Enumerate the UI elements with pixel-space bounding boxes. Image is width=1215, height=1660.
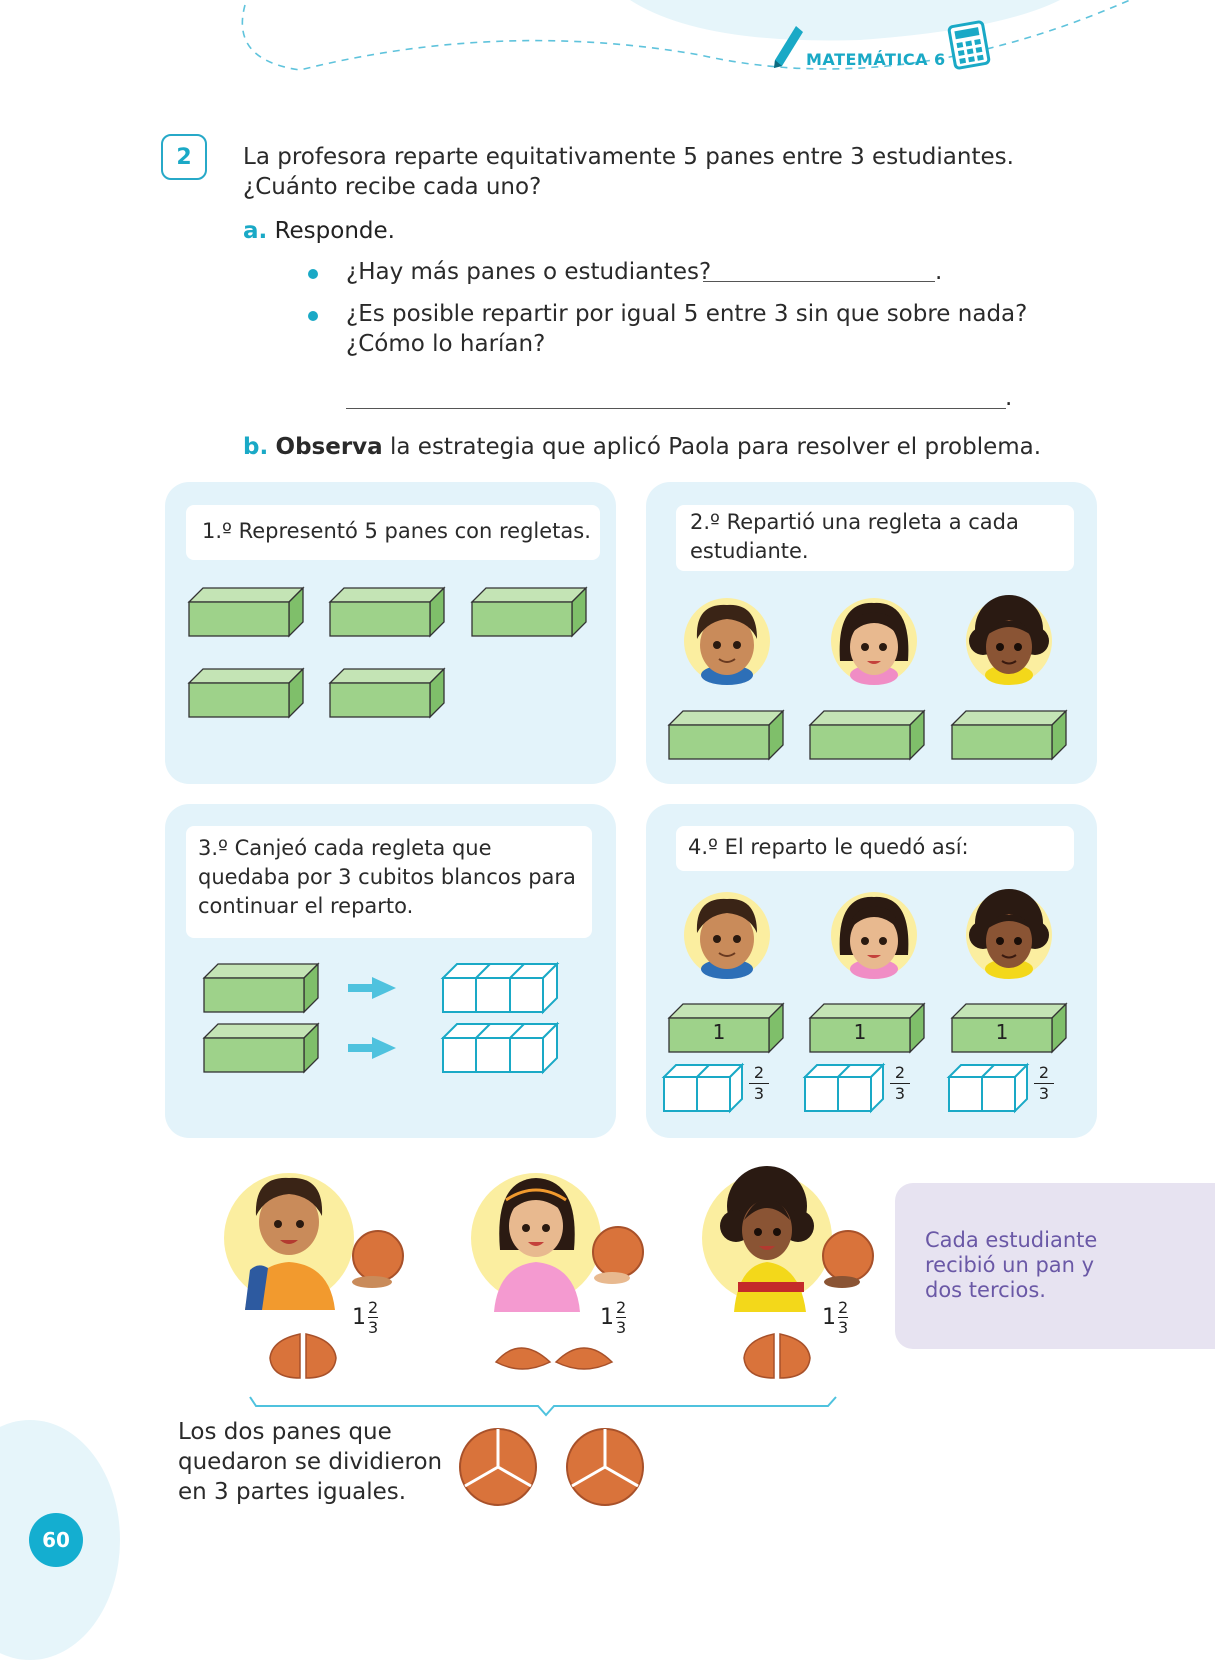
student-boy-avatar — [684, 892, 770, 979]
section-b-bold: Observa — [275, 434, 383, 460]
rod-label: 1 — [995, 1020, 1009, 1044]
whole: 1 — [822, 1305, 836, 1330]
student-girl-avatar — [831, 892, 917, 979]
numerator: 2 — [890, 1063, 910, 1084]
student-boy-with-bread — [224, 1173, 403, 1310]
student-boy-avatar — [684, 598, 770, 685]
student-girl-curly-with-bread — [702, 1166, 873, 1312]
denominator: 3 — [894, 1084, 906, 1103]
mixed-number — [352, 1298, 378, 1337]
bread-divided-icon — [567, 1429, 643, 1505]
answer-1-end: . — [935, 259, 943, 285]
step-2-label: 2.º Repartió una regleta a cada estudiante. — [676, 505, 1074, 571]
section-b-text: la estrategia que aplicó Paola para resolver el problema. — [382, 434, 1042, 460]
numerator: 2 — [616, 1298, 627, 1317]
bread-divided-icon — [460, 1429, 536, 1505]
student-girl-avatar — [831, 598, 917, 685]
denominator: 3 — [616, 1318, 627, 1337]
conclusion-text: Cada estudiante recibió un pan y dos tercios. — [925, 1228, 1098, 1302]
whole: 1 — [600, 1305, 614, 1330]
denominator: 3 — [368, 1318, 379, 1337]
problem-number: 2 — [161, 134, 207, 180]
page-number: 60 — [29, 1513, 83, 1567]
section-a-letter: a. — [243, 218, 268, 244]
numerator: 2 — [1034, 1063, 1054, 1084]
whole: 1 — [352, 1305, 366, 1330]
bread-pieces-icon — [496, 1348, 612, 1369]
student-girl-with-bread — [471, 1173, 643, 1312]
section-a-title: Responde. — [274, 218, 395, 244]
numerator: 2 — [749, 1063, 769, 1084]
step-4-label: 4.º El reparto le quedó así: — [676, 826, 1074, 871]
question-2: ¿Es posible repartir por igual 5 entre 3 sin que sobre nada? ¿Cómo lo harían? — [346, 301, 1028, 357]
rod-label: 1 — [853, 1020, 867, 1044]
step-3-label: 3.º Canjeó cada regleta que quedaba por 3 cubitos blancos para continuar el reparto. — [186, 826, 592, 938]
problem-text: La profesora reparte equitativamente 5 panes entre 3 estudiantes. ¿Cuánto recibe cada uno? — [243, 144, 1014, 200]
rod-label: 1 — [712, 1020, 726, 1044]
step-1-label: 1.º Representó 5 panes con regletas. — [186, 505, 600, 560]
numerator: 2 — [838, 1298, 849, 1317]
mixed-number — [600, 1298, 626, 1337]
bread-pieces-icon — [270, 1334, 336, 1378]
numerator: 2 — [368, 1298, 379, 1317]
student-girl-curly-avatar — [966, 889, 1052, 979]
answer-2-end: . — [1005, 385, 1013, 411]
section-b-letter: b. — [243, 434, 269, 460]
bread-pieces-icon — [744, 1334, 810, 1378]
denominator: 3 — [838, 1318, 849, 1337]
denominator: 3 — [1038, 1084, 1050, 1103]
student-girl-curly-avatar — [966, 595, 1052, 685]
header-title: MATEMÁTICA 6 — [806, 50, 946, 69]
bottom-caption: Los dos panes que quedaron se dividieron en 3 partes iguales. — [178, 1419, 443, 1505]
question-1: ¿Hay más panes o estudiantes? — [346, 259, 712, 285]
denominator: 3 — [753, 1084, 765, 1103]
mixed-number — [822, 1298, 848, 1337]
